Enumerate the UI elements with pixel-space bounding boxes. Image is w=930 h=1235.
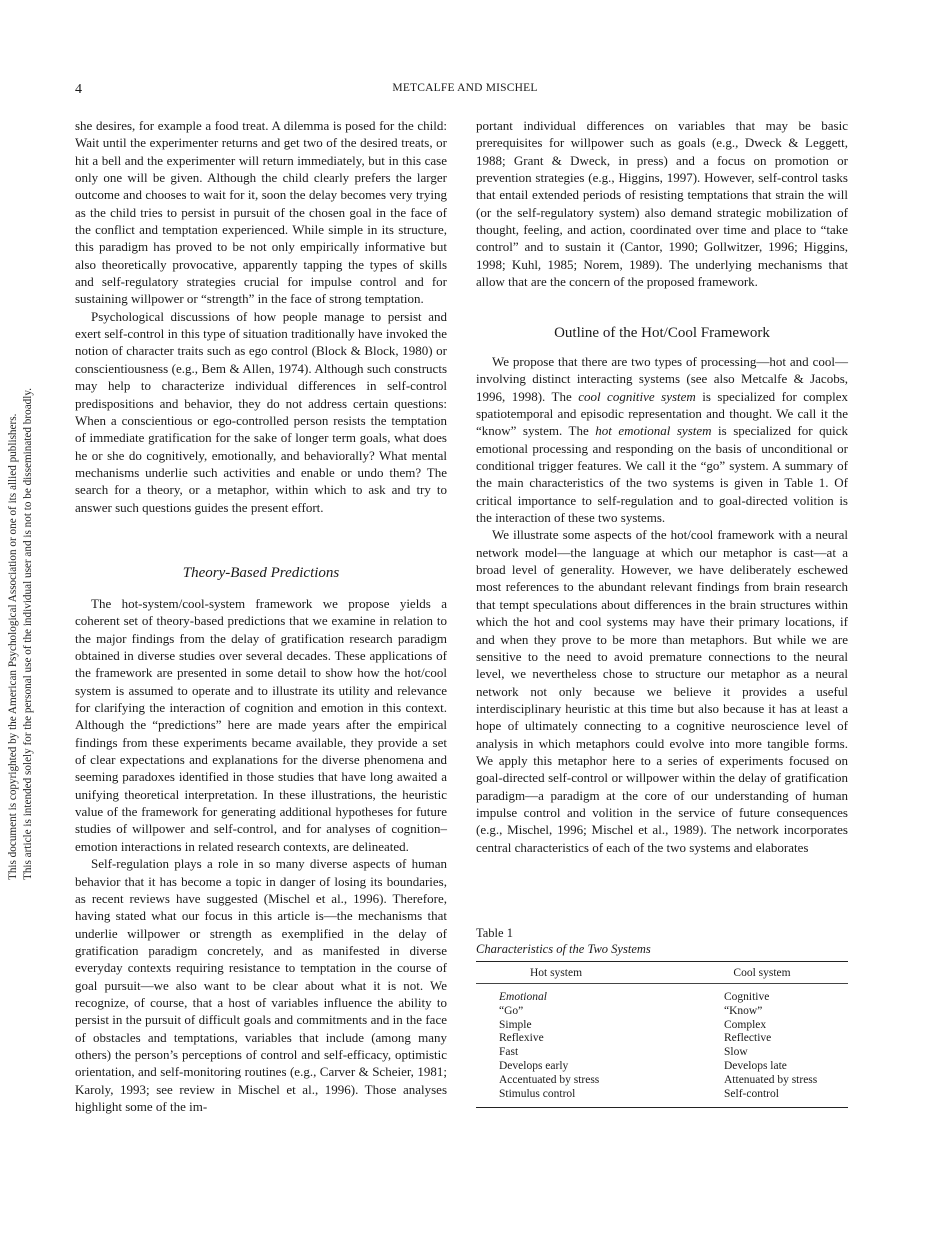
section-heading: Outline of the Hot/Cool Framework — [554, 325, 770, 341]
table-bottom-rule — [476, 1107, 848, 1108]
table-cell: Develops early — [499, 1059, 569, 1072]
left-column-lower — [75, 595, 447, 1115]
hot-system-column — [476, 991, 724, 1101]
table-header-row — [476, 962, 848, 983]
table-1 — [476, 925, 848, 1108]
emphasis-hot-system: hot emotional system — [595, 423, 712, 439]
section-heading-theory-based-predictions — [75, 565, 447, 582]
table-title: Characteristics of the Two Systems — [476, 942, 651, 956]
text-run: is specialized for quick emotional processing and responding on the basis of unconditional or conditional trigger features. We call it the “go” system. A summary of the main characteristics of the two systems is given in Table 1. Of critical importance to self-regulation and to goal-directed volition is the interaction of these two systems. — [476, 423, 848, 526]
emphasis-cool-system: cool cognitive system — [578, 388, 696, 404]
table-cell: “Go” — [499, 1004, 524, 1017]
side-note-line-2: This article is intended solely for the personal use of the individual user and is not to be disseminated broadly. — [22, 387, 34, 880]
text-run: is specialized for complex spatiotemporal and episodic representation and thought. We call it the “know” system. The — [476, 388, 848, 439]
text-run: We propose that there are two types of processing—hot and cool—involving distinct interacting systems (see also Metcalfe & Jacobs, 1996, 1998). The — [476, 354, 848, 404]
table-cell: Cognitive — [724, 991, 770, 1003]
table-cell: Self-control — [724, 1087, 779, 1100]
copyright-side-note — [6, 90, 36, 880]
paragraph — [476, 353, 848, 526]
cool-system-column — [724, 991, 848, 1101]
paragraph: Self-regulation plays a role in so many diverse aspects of human behavior that it has become a topic in danger of losing its boundaries, as recent reviews have suggested (Mischel et al., 1996). Therefore, having stated what our focus in this article is—the mechanisms that underlie willpower or strength as exemplified in the delay of gratification paradigm concretely, and as manifested in diverse everyday contexts requiring resistance to temptation in the course of goal pursuit—we also want to be clear about what it is not. We recognize, of course, that a host of variables influence the ability to persist in the pursuit of difficult goals and commitments and in the face of obstacles and temptations, variables that include (among many others) the person’s perceptions of control and self-efficacy, optimistic orientation, and self-monitoring routines (e.g., Carver & Scheier, 1981; Karoly, 1993; see review in Mischel et al., 1996). Those analyses highlight some of the im- — [75, 856, 447, 1114]
table-cell: Reflective — [724, 1032, 772, 1045]
running-head: METCALFE AND MISCHEL — [392, 82, 538, 94]
page-number: 4 — [75, 82, 82, 97]
table-cell: Slow — [724, 1046, 748, 1059]
table-cell: Emotional — [499, 991, 547, 1003]
table-cell: Complex — [724, 1018, 767, 1031]
table-label: Table 1 — [476, 926, 513, 940]
table-cell: Fast — [499, 1046, 519, 1059]
table-cell: Accentuated by stress — [499, 1073, 600, 1086]
right-column-lower — [476, 353, 848, 856]
section-heading-outline — [476, 325, 848, 342]
left-column — [75, 117, 447, 516]
paragraph: portant individual differences on variables that may be basic prerequisites for willpower such as goals (e.g., Dweck & Leggett, 1988; Grant & Dweck, in press) and a focus on promotion or prevention strategies (e.g., Higgins, 1997). However, self-control tasks that entail extended periods of resisting temptations that strain the will (or the self-regulatory system) also demand strategic mobilization of thought, feeling, and action, coordinated over time and place to “take control” and to sustain it (Cantor, 1990; Gollwitzer, 1996; Higgins, 1998; Kuhl, 1985; Norem, 1989). The underlying mechanisms that allow that are the concern of the proposed framework. — [476, 118, 848, 290]
table-body — [476, 984, 848, 1105]
column-header-cool: Cool system — [733, 967, 791, 979]
paragraph: she desires, for example a food treat. A dilemma is posed for the child: Wait until the experimenter returns and get two of the desired treats, or hit a bell and the experimenter will return immediately, but in this case only one will be given. Although the child clearly prefers the larger outcome and chooses to wait for it, soon the delay becomes very trying as the child tries to persist in pursuit of the chosen goal in the face of the conflict and temptation experienced. While simple in its structure, this paradigm has proved to be not only empirically informative but also theoretically provocative, apparently tapping the types of skills and self-regulatory strategies crucial for impulse control and for sustaining willpower or “strength” in the face of strong temptation. — [75, 118, 447, 307]
column-header-hot: Hot system — [529, 967, 583, 979]
table-cell: Reflexive — [499, 1032, 544, 1045]
right-column — [476, 117, 848, 290]
table-cell: Develops late — [724, 1059, 787, 1072]
paragraph: We illustrate some aspects of the hot/cool framework with a neural network model—the language at which our metaphor is cast—at a broad level of generality. However, we have deliberately eschewed most references to the abundant relevant findings from brain research that tempt speculations about differences in the brain structures within which the hot and cool systems may have their primary locations, if and when they prove to be more than metaphors. But while we are sensitive to the need to avoid premature connections to the neural level, we nevertheless chose to structure our metaphor as a neural network not only because we believe it provides a useful interdisciplinary heuristic at this time but also because it has at least a hope of ultimately connecting to a cognitive neuroscience level of analysis in which metaphors could evolve into more tangible forms. We apply this metaphor here to a series of experiments focused on goal-directed self-control or willpower within the delay of gratification paradigm—a paradigm at the core of our understanding of human impulse control and volition in the service of future consequences (e.g., Mischel, 1996; Mischel et al., 1989). The network incorporates central characteristics of each of the two systems and elaborates — [476, 527, 848, 855]
paragraph: The hot-system/cool-system framework we propose yields a coherent set of theory-based predictions that we examine in relation to the major findings from the delay of gratification research paradigm obtained in diverse studies over several decades. These applications of the framework are presented in some detail to show how the hot/cool system is assumed to operate and to illustrate its utility and relevance for clarifying the interaction of cognition and emotion in this context. Although the “predictions” here are made years after the empirical findings from these experiments became available, they provide a set of clear expectations and explanations for the diverse phenomena and seeming paradoxes identified in those studies that have long awaited a unifying theoretical interpretation. In these illustrations, the heuristic value of the framework for generating additional hypotheses for future studies of willpower and self-control, and for analyses of cognition–emotion interactions in related research contexts, are delineated. — [75, 596, 447, 854]
side-note-line-1: This document is copyrighted by the American Psychological Association or one of its allied publishers. — [7, 413, 19, 880]
table-cell: “Know” — [724, 1004, 763, 1017]
table-cell: Simple — [499, 1018, 532, 1031]
paragraph: Psychological discussions of how people manage to persist and exert self-control in this type of situation traditionally have invoked the notion of character traits such as ego control (Block & Block, 1980) or conscientiousness (e.g., Bem & Allen, 1974). Although such constructs may help to characterize individual differences in self-control predispositions and behavior, they do not address certain questions: When a conscientious or ego-controlled person resists the temptation of immediate gratification for the sake of longer term goals, what does he or she do cognitively, emotionally, and behaviorally? What mental mechanisms underlie such activities and enable or undo them? The search for a theory, or a metaphor, within which to ask and try to answer such questions guides the present effort. — [75, 308, 447, 515]
table-cell: Stimulus control — [499, 1087, 576, 1100]
table-cell: Attenuated by stress — [724, 1073, 818, 1086]
section-heading: Theory-Based Predictions — [182, 565, 340, 581]
